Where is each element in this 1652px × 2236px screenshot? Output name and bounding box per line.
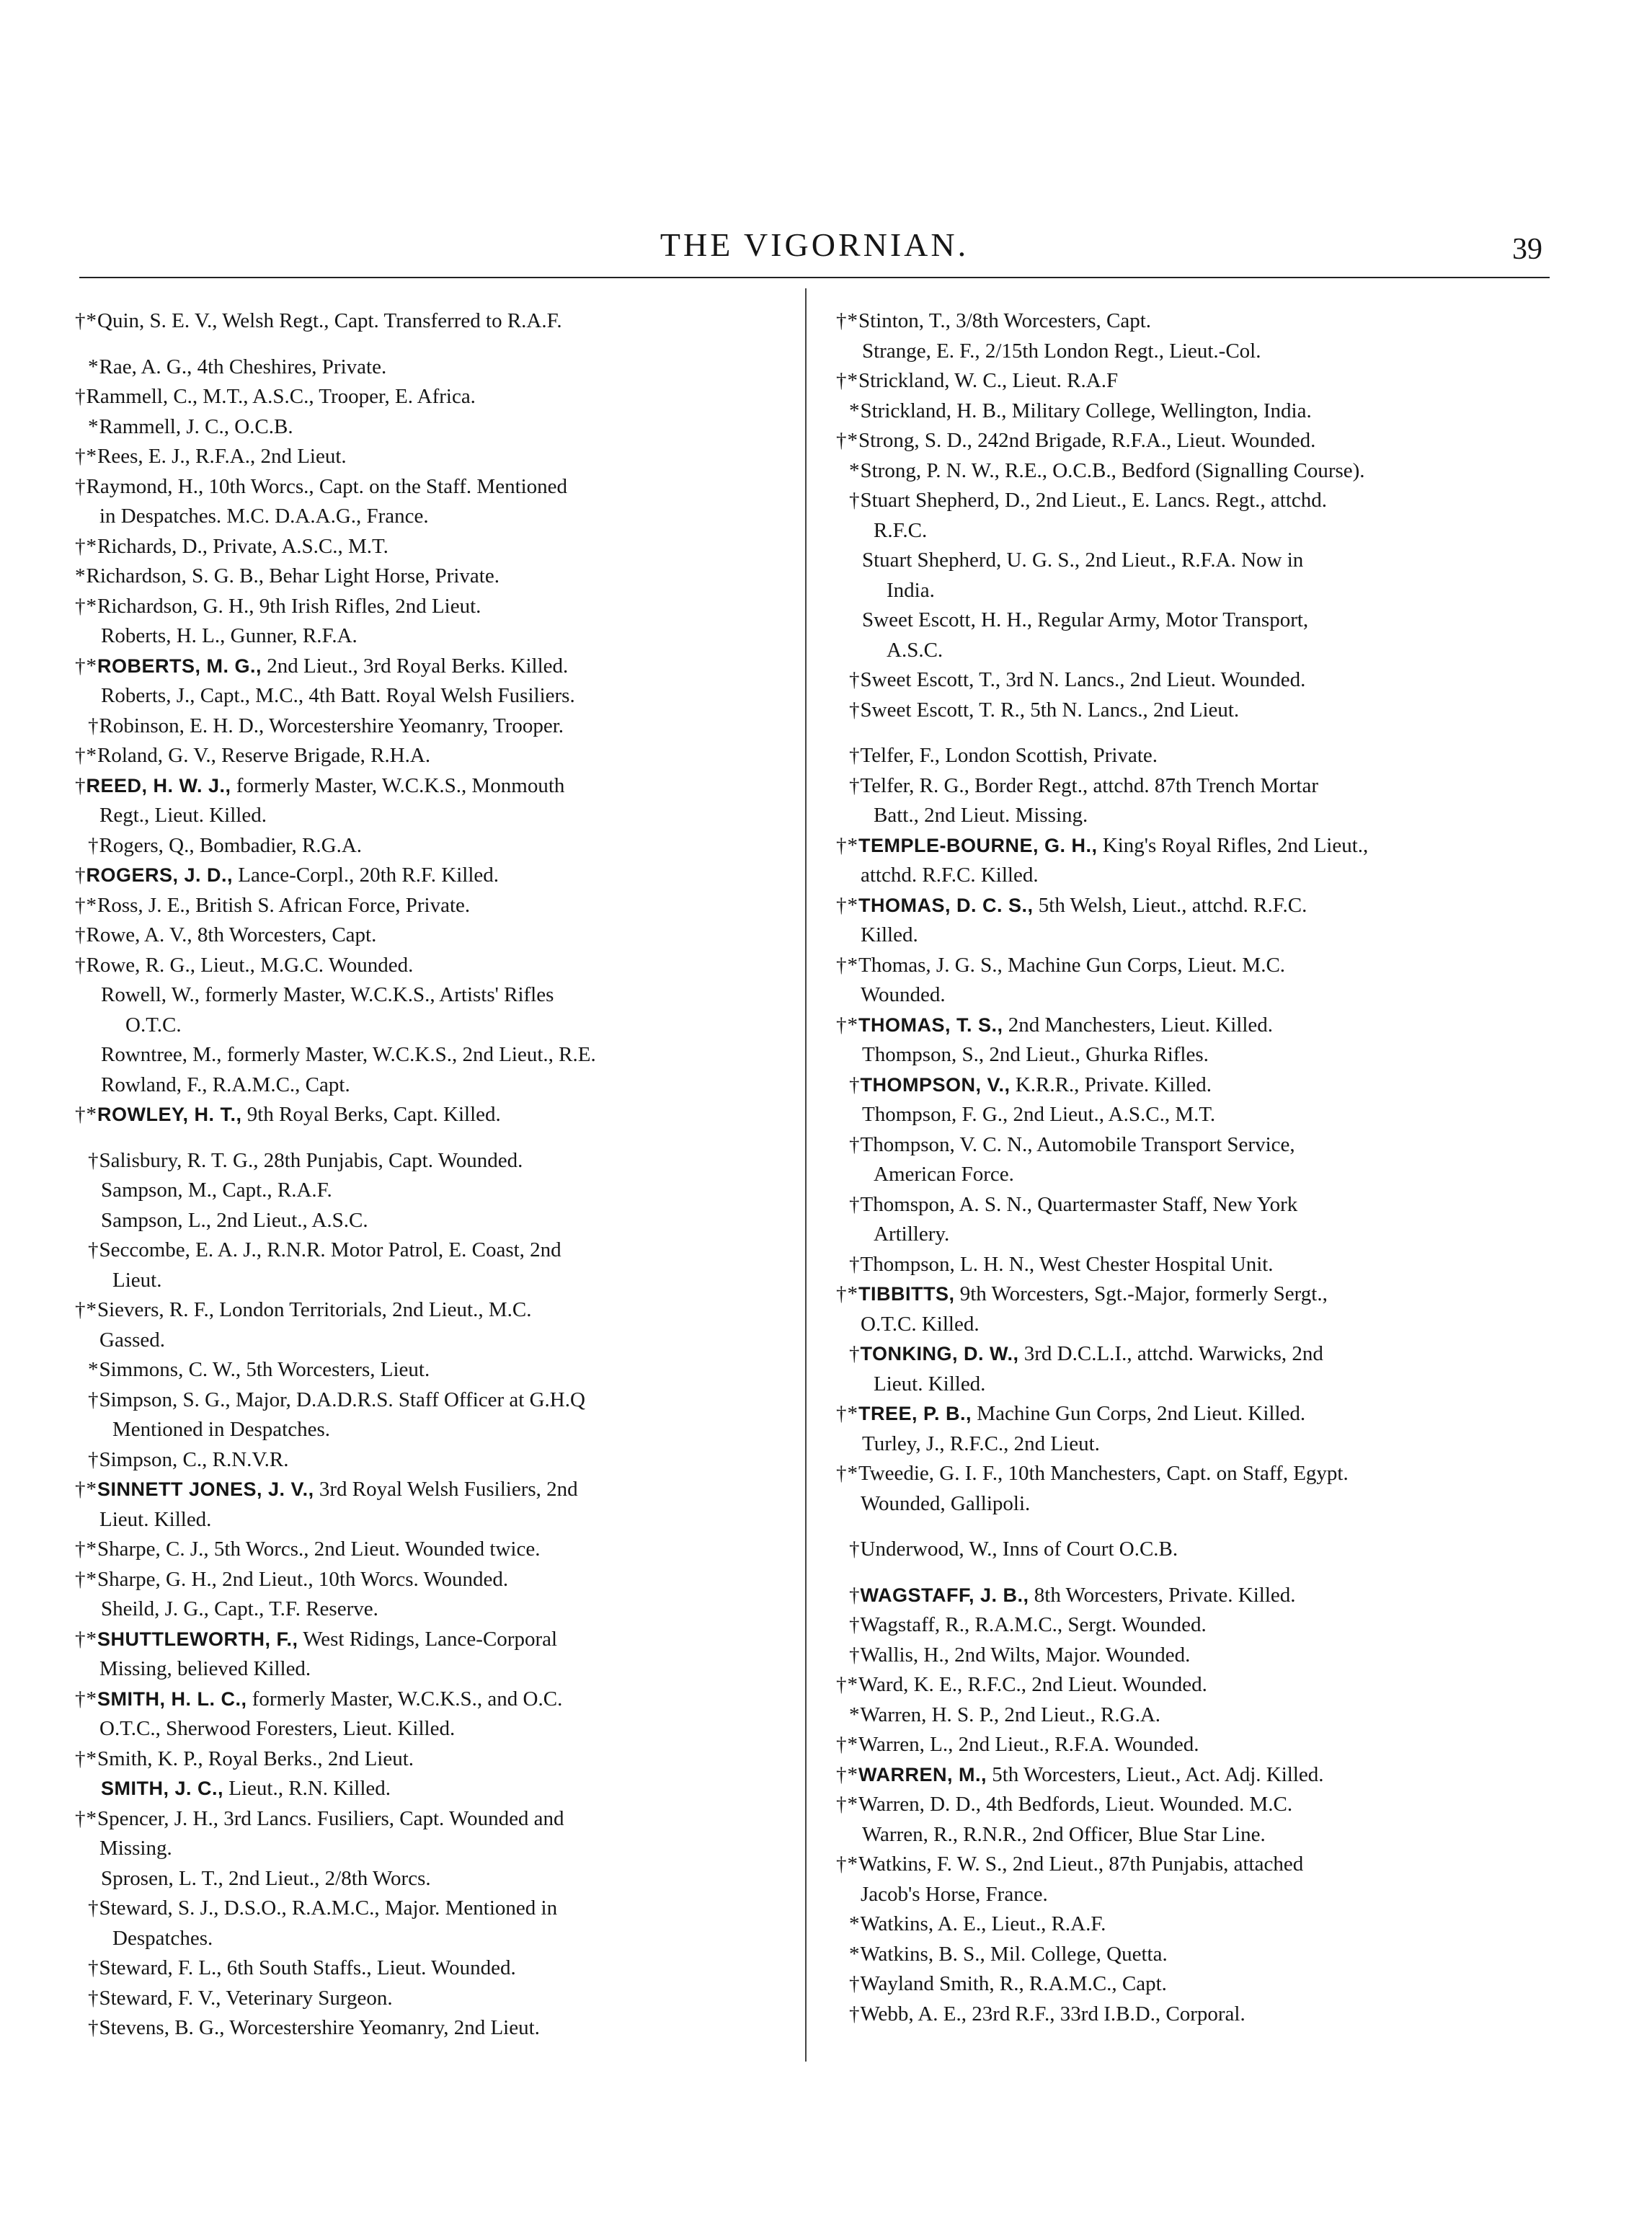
entry-text: Rowell, W., formerly Master, W.C.K.S., Artists' Rifles bbox=[101, 983, 554, 1006]
roster-entry bbox=[75, 1385, 767, 1445]
entry-marks: † bbox=[88, 833, 99, 857]
roster-entry bbox=[836, 1790, 1542, 1820]
roster-entry bbox=[836, 426, 1542, 456]
entry-text: Rowland, F., R.A.M.C., Capt. bbox=[101, 1073, 350, 1096]
entry-marks: † bbox=[88, 1956, 99, 1979]
roster-entry bbox=[75, 442, 767, 472]
roster-entry bbox=[75, 306, 767, 337]
roster-entry bbox=[75, 1295, 767, 1355]
roster-entry bbox=[75, 1206, 767, 1236]
roster-entry bbox=[836, 1535, 1542, 1565]
entry-text: Rammell, C., M.T., A.S.C., Trooper, E. Africa. bbox=[86, 385, 476, 408]
roster-entry bbox=[836, 605, 1542, 665]
entry-continuation: O.T.C. bbox=[125, 1013, 182, 1037]
entry-marks: † bbox=[849, 744, 861, 767]
roster-entry bbox=[75, 1565, 767, 1595]
entry-text: Tweedie, G. I. F., 10th Manchesters, Capt. on Staff, Egypt. bbox=[858, 1462, 1349, 1485]
entry-marks: †* bbox=[75, 1747, 97, 1770]
entry-marks: † bbox=[849, 489, 861, 512]
entry-name-bold: ROBERTS, M. G., bbox=[97, 655, 262, 677]
entry-text: Rees, E. J., R.F.A., 2nd Lieut. bbox=[97, 445, 347, 468]
entry-text: Warren, D. D., 4th Bedfords, Lieut. Wounded. M.C. bbox=[858, 1793, 1293, 1816]
roster-entry bbox=[836, 1730, 1542, 1760]
roster-entry bbox=[75, 1685, 767, 1744]
entry-marks: * bbox=[75, 564, 86, 587]
entry-text: Sweet Escott, T., 3rd N. Lancs., 2nd Lieut. Wounded. bbox=[860, 668, 1306, 691]
entry-marks: † bbox=[849, 1583, 861, 1607]
roster-entry bbox=[836, 1581, 1542, 1611]
entry-continuation: Artillery. bbox=[874, 1223, 950, 1246]
entry-text: Richardson, S. G. B., Behar Light Horse, Private. bbox=[86, 564, 499, 587]
entry-text: Simmons, C. W., 5th Worcesters, Lieut. bbox=[99, 1358, 430, 1381]
entry-text: Machine Gun Corps, 2nd Lieut. Killed. bbox=[972, 1402, 1306, 1425]
entry-text: Stevens, B. G., Worcestershire Yeomanry, 2nd Lieut. bbox=[99, 2016, 540, 2039]
entry-name-bold: TONKING, D. W., bbox=[860, 1343, 1019, 1365]
entry-name-bold: TIBBITTS, bbox=[858, 1283, 955, 1305]
entry-text: Robinson, E. H. D., Worcestershire Yeomanry, Trooper. bbox=[99, 714, 564, 737]
entry-name-bold: REED, H. W. J., bbox=[86, 774, 231, 797]
entry-text: Steward, S. J., D.S.O., R.A.M.C., Major. Mentioned in bbox=[99, 1896, 558, 1920]
entry-name-bold: WAGSTAFF, J. B., bbox=[860, 1584, 1029, 1606]
roster-entry bbox=[836, 306, 1542, 337]
entry-continuation: Killed. bbox=[861, 923, 918, 946]
entry-continuation: Lieut. bbox=[112, 1268, 162, 1292]
entry-name-bold: TEMPLE-BOURNE, G. H., bbox=[858, 834, 1098, 856]
roster-entry bbox=[836, 1100, 1542, 1130]
entry-text: Strange, E. F., 2/15th London Regt., Lieut.-Col. bbox=[862, 339, 1261, 363]
roster-entry bbox=[836, 891, 1542, 951]
roster-entry bbox=[75, 1744, 767, 1775]
roster-entry bbox=[75, 771, 767, 831]
column-divider bbox=[805, 288, 807, 2062]
entry-marks: † bbox=[849, 1972, 861, 1995]
entry-text: Rowntree, M., formerly Master, W.C.K.S., 2nd Lieut., R.E. bbox=[101, 1043, 596, 1066]
roster-entry bbox=[75, 1070, 767, 1101]
roster-entry bbox=[75, 1984, 767, 2014]
entry-marks: †* bbox=[836, 1013, 858, 1037]
entry-text: 5th Welsh, Lieut., attchd. R.F.C. bbox=[1033, 893, 1307, 917]
roster-entry bbox=[75, 741, 767, 771]
entry-text: Richardson, G. H., 9th Irish Rifles, 2nd Lieut. bbox=[97, 594, 481, 618]
entry-text: Lieut., R.N. Killed. bbox=[223, 1777, 391, 1800]
roster-entry bbox=[836, 1670, 1542, 1700]
entry-text: Roberts, H. L., Gunner, R.F.A. bbox=[101, 624, 358, 647]
roster-entry bbox=[836, 456, 1542, 487]
entry-continuation: Wounded. bbox=[861, 983, 946, 1006]
entry-text: Underwood, W., Inns of Court O.C.B. bbox=[860, 1538, 1178, 1561]
journal-title: THE VIGORNIAN. bbox=[660, 226, 969, 263]
roster-entry bbox=[75, 920, 767, 951]
entry-continuation: Gassed. bbox=[99, 1328, 166, 1352]
entry-text: 2nd Manchesters, Lieut. Killed. bbox=[1003, 1013, 1274, 1037]
entry-text: Thompson, S., 2nd Lieut., Ghurka Rifles. bbox=[862, 1043, 1209, 1066]
roster-entry bbox=[836, 696, 1542, 726]
roster-entry bbox=[75, 2013, 767, 2044]
roster-entry bbox=[75, 1625, 767, 1685]
entry-text: Sweet Escott, T. R., 5th N. Lancs., 2nd Lieut. bbox=[860, 698, 1240, 722]
entry-marks: † bbox=[849, 2002, 861, 2026]
entry-text: formerly Master, W.C.K.S., and O.C. bbox=[247, 1687, 563, 1711]
entry-marks: †* bbox=[75, 1627, 97, 1651]
roster-entry bbox=[836, 1610, 1542, 1641]
entry-text: Rammell, J. C., O.C.B. bbox=[99, 414, 293, 438]
roster-entry bbox=[836, 1399, 1542, 1429]
page-number: 39 bbox=[1512, 233, 1542, 266]
roster-entry bbox=[836, 1429, 1542, 1460]
entry-marks: †* bbox=[75, 1103, 97, 1126]
entry-continuation: India. bbox=[887, 578, 935, 602]
entry-marks: †* bbox=[75, 654, 97, 678]
roster-entry bbox=[836, 1820, 1542, 1850]
right-column bbox=[836, 306, 1542, 2029]
header-rule bbox=[79, 277, 1550, 278]
entry-marks: † bbox=[88, 1896, 99, 1920]
entry-continuation: R.F.C. bbox=[874, 518, 928, 542]
entry-marks: † bbox=[75, 773, 86, 797]
roster-entry bbox=[75, 891, 767, 921]
entry-continuation: attchd. R.F.C. Killed. bbox=[861, 864, 1039, 887]
page-header bbox=[79, 223, 1550, 274]
entry-name-bold: SMITH, H. L. C., bbox=[97, 1687, 247, 1710]
roster-entry bbox=[836, 1909, 1542, 1940]
entry-marks: † bbox=[75, 385, 86, 408]
entry-text: Warren, H. S. P., 2nd Lieut., R.G.A. bbox=[860, 1703, 1161, 1726]
entry-text: 5th Worcesters, Lieut., Act. Adj. Killed. bbox=[987, 1762, 1324, 1786]
entry-text: Watkins, F. W. S., 2nd Lieut., 87th Punjabis, attached bbox=[858, 1853, 1304, 1876]
roster-entry bbox=[75, 861, 767, 891]
entry-text: Strickland, W. C., Lieut. R.A.F bbox=[858, 369, 1119, 392]
entry-marks: †* bbox=[836, 1462, 858, 1485]
entry-name-bold: TREE, P. B., bbox=[858, 1403, 972, 1424]
entry-continuation: Jacob's Horse, France. bbox=[861, 1882, 1048, 1906]
entry-marks: † bbox=[88, 1388, 99, 1411]
roster-entry bbox=[75, 711, 767, 742]
entry-text: formerly Master, W.C.K.S., Monmouth bbox=[231, 773, 565, 797]
entry-text: Sharpe, C. J., 5th Worcs., 2nd Lieut. Wounded twice. bbox=[97, 1538, 541, 1561]
entry-marks: †* bbox=[75, 309, 97, 332]
entry-continuation: Despatches. bbox=[112, 1926, 213, 1950]
roster-entry bbox=[836, 1279, 1542, 1339]
roster-entry bbox=[75, 1894, 767, 1953]
entry-text: Wayland Smith, R., R.A.M.C., Capt. bbox=[860, 1972, 1167, 1995]
roster-entry bbox=[75, 1535, 767, 1565]
entry-marks: †* bbox=[75, 445, 97, 468]
entry-continuation: Lieut. Killed. bbox=[99, 1507, 212, 1531]
entry-marks: †* bbox=[75, 893, 97, 917]
roster-entry bbox=[75, 1804, 767, 1864]
entry-marks: † bbox=[88, 1238, 99, 1261]
roster-entry bbox=[836, 741, 1542, 771]
entry-marks: †* bbox=[75, 1478, 97, 1501]
roster-entry bbox=[75, 1355, 767, 1385]
roster-entry bbox=[75, 1774, 767, 1804]
entry-text: K.R.R., Private. Killed. bbox=[1010, 1073, 1212, 1096]
roster-entry bbox=[836, 1190, 1542, 1250]
entry-text: 3rd D.C.L.I., attchd. Warwicks, 2nd bbox=[1018, 1342, 1323, 1365]
roster-entry bbox=[75, 1864, 767, 1894]
entry-continuation: in Despatches. M.C. D.A.A.G., France. bbox=[99, 505, 429, 528]
roster-entry bbox=[75, 1594, 767, 1625]
entry-text: Watkins, B. S., Mil. College, Quetta. bbox=[860, 1942, 1168, 1966]
entry-text: Rowe, R. G., Lieut., M.G.C. Wounded. bbox=[86, 953, 414, 977]
entry-marks: † bbox=[849, 1342, 861, 1365]
entry-text: 2nd Lieut., 3rd Royal Berks. Killed. bbox=[262, 654, 569, 678]
roster-entry bbox=[75, 1445, 767, 1476]
entry-continuation: Missing. bbox=[99, 1837, 172, 1860]
entry-continuation: O.T.C., Sherwood Foresters, Lieut. Killed. bbox=[99, 1717, 456, 1740]
roster-entry bbox=[836, 1130, 1542, 1190]
entry-text: Warren, R., R.N.R., 2nd Officer, Blue Star Line. bbox=[862, 1822, 1266, 1846]
entry-text: Thomspon, A. S. N., Quartermaster Staff, New York bbox=[860, 1192, 1298, 1216]
roster-entry bbox=[75, 592, 767, 622]
entry-marks: † bbox=[849, 1252, 861, 1276]
entry-text: Simpson, S. G., Major, D.A.D.R.S. Staff Officer at G.H.Q bbox=[99, 1388, 585, 1411]
roster-entry bbox=[836, 1760, 1542, 1791]
entry-name-bold: THOMAS, D. C. S., bbox=[858, 894, 1034, 916]
roster-entry bbox=[75, 951, 767, 981]
entry-marks: † bbox=[88, 2016, 99, 2039]
roster-entry bbox=[836, 2000, 1542, 2030]
roster-entry bbox=[836, 1700, 1542, 1731]
entry-marks: * bbox=[849, 1703, 861, 1726]
entry-marks: * bbox=[88, 414, 99, 438]
entry-text: Webb, A. E., 23rd R.F., 33rd I.B.D., Corporal. bbox=[860, 2002, 1245, 2026]
entry-marks: † bbox=[849, 1613, 861, 1636]
entry-text: 3rd Royal Welsh Fusiliers, 2nd bbox=[314, 1478, 578, 1501]
entry-marks: † bbox=[849, 1192, 861, 1216]
entry-continuation: Regt., Lieut. Killed. bbox=[99, 804, 267, 827]
entry-marks: † bbox=[88, 714, 99, 737]
entry-name-bold: WARREN, M., bbox=[858, 1763, 987, 1785]
entry-marks: † bbox=[849, 668, 861, 691]
entry-text: 8th Worcesters, Private. Killed. bbox=[1029, 1583, 1296, 1607]
entry-text: Sheild, J. G., Capt., T.F. Reserve. bbox=[101, 1597, 378, 1620]
entry-name-bold: THOMPSON, V., bbox=[860, 1073, 1011, 1096]
entry-text: Spencer, J. H., 3rd Lancs. Fusiliers, Capt. Wounded and bbox=[97, 1806, 564, 1830]
entry-text: Sweet Escott, H. H., Regular Army, Motor Transport, bbox=[862, 608, 1309, 631]
entry-text: Lance-Corpl., 20th R.F. Killed. bbox=[233, 864, 499, 887]
entry-text: Sprosen, L. T., 2nd Lieut., 2/8th Worcs. bbox=[101, 1866, 431, 1890]
entry-text: Simpson, C., R.N.V.R. bbox=[99, 1447, 289, 1471]
entry-marks: †* bbox=[836, 429, 858, 452]
entry-text: Quin, S. E. V., Welsh Regt., Capt. Transferred to R.A.F. bbox=[97, 309, 562, 332]
roster-entry bbox=[75, 412, 767, 443]
entry-continuation: Lieut. Killed. bbox=[874, 1372, 986, 1396]
entry-text: Stuart Shepherd, U. G. S., 2nd Lieut., R.F.A. Now in bbox=[862, 549, 1304, 572]
entry-name-bold: SHUTTLEWORTH, F., bbox=[97, 1628, 298, 1650]
entry-marks: †* bbox=[836, 1282, 858, 1305]
roster-entry bbox=[75, 621, 767, 652]
roster-entry bbox=[75, 652, 767, 682]
entry-marks: † bbox=[88, 1447, 99, 1471]
roster-entry bbox=[75, 831, 767, 861]
entry-marks: † bbox=[75, 923, 86, 946]
entry-marks: †* bbox=[836, 893, 858, 917]
entry-marks: †* bbox=[75, 744, 97, 767]
entry-name-bold: THOMAS, T. S., bbox=[858, 1013, 1003, 1036]
entry-text: Strickland, H. B., Military College, Wellington, India. bbox=[860, 399, 1312, 422]
entry-marks: * bbox=[849, 1912, 861, 1935]
entry-marks: * bbox=[849, 458, 861, 482]
entry-text: Roberts, J., Capt., M.C., 4th Batt. Royal Welsh Fusiliers. bbox=[101, 684, 575, 707]
roster-entry bbox=[75, 562, 767, 592]
entry-continuation: Missing, believed Killed. bbox=[99, 1657, 311, 1680]
roster-entry bbox=[75, 1176, 767, 1206]
entry-marks: †* bbox=[75, 1687, 97, 1711]
entry-marks: † bbox=[88, 1148, 99, 1172]
entry-name-bold: SMITH, J. C., bbox=[101, 1778, 224, 1799]
entry-marks: †* bbox=[75, 1806, 97, 1830]
roster-entry bbox=[75, 352, 767, 383]
roster-entry bbox=[836, 1969, 1542, 2000]
entry-text: Steward, F. L., 6th South Staffs., Lieut. Wounded. bbox=[99, 1956, 516, 1979]
entry-marks: * bbox=[88, 1358, 99, 1381]
entry-text: 9th Royal Berks, Capt. Killed. bbox=[241, 1103, 501, 1126]
roster-entry bbox=[836, 1940, 1542, 1970]
entry-text: 9th Worcesters, Sgt.-Major, formerly Sergt., bbox=[954, 1282, 1328, 1305]
entry-text: Stuart Shepherd, D., 2nd Lieut., E. Lancs. Regt., attchd. bbox=[860, 489, 1328, 512]
entry-marks: †* bbox=[836, 1793, 858, 1816]
roster-entry bbox=[836, 951, 1542, 1011]
entry-marks: †* bbox=[75, 1567, 97, 1591]
roster-entry bbox=[836, 396, 1542, 427]
roster-entry bbox=[75, 532, 767, 562]
entry-marks: †* bbox=[836, 1673, 858, 1696]
entry-text: West Ridings, Lance-Corporal bbox=[298, 1627, 558, 1651]
entry-marks: †* bbox=[836, 953, 858, 977]
roster-entry bbox=[75, 472, 767, 532]
roster-entry bbox=[836, 1011, 1542, 1041]
roster-entry bbox=[75, 1040, 767, 1070]
entry-marks: † bbox=[849, 1643, 861, 1667]
entry-text: Seccombe, E. A. J., R.N.R. Motor Patrol, E. Coast, 2nd bbox=[99, 1238, 561, 1261]
entry-text: Thompson, F. G., 2nd Lieut., A.S.C., M.T. bbox=[862, 1103, 1216, 1126]
entry-marks: * bbox=[849, 1942, 861, 1966]
entry-marks: †* bbox=[75, 1298, 97, 1321]
entry-marks: †* bbox=[836, 1762, 858, 1786]
entry-marks: †* bbox=[836, 1853, 858, 1876]
entry-continuation: Mentioned in Despatches. bbox=[112, 1418, 331, 1441]
roster-entry bbox=[75, 1100, 767, 1130]
roster-entry bbox=[75, 1953, 767, 1984]
roster-entry bbox=[75, 382, 767, 412]
roster-entry bbox=[836, 1250, 1542, 1280]
entry-marks: * bbox=[88, 355, 99, 378]
roster-entry bbox=[836, 831, 1542, 891]
roster-entry bbox=[836, 337, 1542, 367]
entry-marks: † bbox=[75, 953, 86, 977]
entry-marks: †* bbox=[836, 833, 858, 857]
entry-text: Ward, K. E., R.F.C., 2nd Lieut. Wounded. bbox=[858, 1673, 1207, 1696]
roster-entry bbox=[836, 1339, 1542, 1399]
entry-text: Sampson, M., Capt., R.A.F. bbox=[101, 1179, 332, 1202]
entry-marks: †* bbox=[836, 369, 858, 392]
entry-text: Watkins, A. E., Lieut., R.A.F. bbox=[860, 1912, 1106, 1935]
roster-entry bbox=[75, 681, 767, 711]
entry-text: Telfer, F., London Scottish, Private. bbox=[860, 744, 1158, 767]
entry-text: Sharpe, G. H., 2nd Lieut., 10th Worcs. Wounded. bbox=[97, 1567, 509, 1591]
roster-entry bbox=[75, 980, 767, 1040]
entry-continuation: O.T.C. Killed. bbox=[861, 1312, 980, 1336]
entry-marks: † bbox=[849, 698, 861, 722]
entry-text: Wallis, H., 2nd Wilts, Major. Wounded. bbox=[860, 1643, 1191, 1667]
entry-marks: † bbox=[849, 1538, 861, 1561]
entry-marks: †* bbox=[836, 309, 858, 332]
entry-marks: †* bbox=[75, 594, 97, 618]
roster-entry bbox=[836, 1040, 1542, 1070]
entry-text: Roland, G. V., Reserve Brigade, R.H.A. bbox=[97, 744, 431, 767]
entry-text: King's Royal Rifles, 2nd Lieut., bbox=[1097, 833, 1369, 857]
entry-text: Richards, D., Private, A.S.C., M.T. bbox=[97, 534, 388, 558]
roster-entry bbox=[75, 1235, 767, 1295]
roster-entry bbox=[836, 1070, 1542, 1101]
entry-text: Telfer, R. G., Border Regt., attchd. 87th Trench Mortar bbox=[860, 773, 1318, 797]
left-column bbox=[75, 306, 767, 2044]
roster-entry bbox=[836, 486, 1542, 546]
entry-continuation: Batt., 2nd Lieut. Missing. bbox=[874, 804, 1088, 827]
entry-text: Sievers, R. F., London Territorials, 2nd Lieut., M.C. bbox=[97, 1298, 532, 1321]
entry-text: Sampson, L., 2nd Lieut., A.S.C. bbox=[101, 1208, 368, 1232]
entry-text: Strong, S. D., 242nd Brigade, R.F.A., Lieut. Wounded. bbox=[858, 429, 1316, 452]
entry-marks: † bbox=[849, 773, 861, 797]
entry-text: Thompson, L. H. N., West Chester Hospital Unit. bbox=[860, 1252, 1274, 1276]
entry-name-bold: ROWLEY, H. T., bbox=[97, 1104, 242, 1125]
roster-entry bbox=[836, 546, 1542, 605]
entry-marks: †* bbox=[75, 534, 97, 558]
roster-entry bbox=[836, 665, 1542, 696]
entry-marks: †* bbox=[836, 1733, 858, 1756]
entry-text: Rogers, Q., Bombadier, R.G.A. bbox=[99, 833, 363, 857]
entry-text: Rowe, A. V., 8th Worcesters, Capt. bbox=[86, 923, 377, 946]
roster-entry bbox=[75, 1475, 767, 1535]
roster-entry bbox=[75, 1146, 767, 1176]
roster-entry bbox=[836, 1641, 1542, 1671]
entry-text: Warren, L., 2nd Lieut., R.F.A. Wounded. bbox=[858, 1733, 1199, 1756]
entry-text: Turley, J., R.F.C., 2nd Lieut. bbox=[862, 1432, 1100, 1455]
entry-marks: † bbox=[75, 474, 86, 498]
entry-marks: † bbox=[88, 1986, 99, 2010]
entry-text: Strong, P. N. W., R.E., O.C.B., Bedford (Signalling Course). bbox=[860, 458, 1365, 482]
entry-marks: * bbox=[849, 399, 861, 422]
entry-text: Thompson, V. C. N., Automobile Transport Service, bbox=[860, 1132, 1295, 1156]
entry-text: Ross, J. E., British S. African Force, Private. bbox=[97, 893, 471, 917]
entry-continuation: American Force. bbox=[874, 1163, 1014, 1186]
entry-marks: † bbox=[849, 1073, 861, 1096]
entry-continuation: A.S.C. bbox=[887, 638, 943, 662]
roster-entry bbox=[836, 771, 1542, 831]
entry-marks: † bbox=[849, 1132, 861, 1156]
entry-text: Raymond, H., 10th Worcs., Capt. on the Staff. Mentioned bbox=[86, 474, 568, 498]
entry-text: Thomas, J. G. S., Machine Gun Corps, Lieut. M.C. bbox=[858, 953, 1286, 977]
entry-marks: † bbox=[75, 864, 86, 887]
entry-continuation: Wounded, Gallipoli. bbox=[861, 1491, 1031, 1515]
entry-text: Wagstaff, R., R.A.M.C., Sergt. Wounded. bbox=[860, 1613, 1207, 1636]
entry-text: Smith, K. P., Royal Berks., 2nd Lieut. bbox=[97, 1747, 414, 1770]
entry-text: Stinton, T., 3/8th Worcesters, Capt. bbox=[858, 309, 1152, 332]
entry-text: Rae, A. G., 4th Cheshires, Private. bbox=[99, 355, 387, 378]
entry-marks: †* bbox=[836, 1402, 858, 1425]
entry-text: Steward, F. V., Veterinary Surgeon. bbox=[99, 1986, 393, 2010]
entry-name-bold: SINNETT JONES, J. V., bbox=[97, 1478, 314, 1500]
entry-text: Salisbury, R. T. G., 28th Punjabis, Capt. Wounded. bbox=[99, 1148, 523, 1172]
entry-name-bold: ROGERS, J. D., bbox=[86, 864, 234, 886]
roster-entry bbox=[836, 1850, 1542, 1909]
roster-entry bbox=[836, 366, 1542, 396]
entry-marks: †* bbox=[75, 1538, 97, 1561]
roster-entry bbox=[836, 1459, 1542, 1519]
